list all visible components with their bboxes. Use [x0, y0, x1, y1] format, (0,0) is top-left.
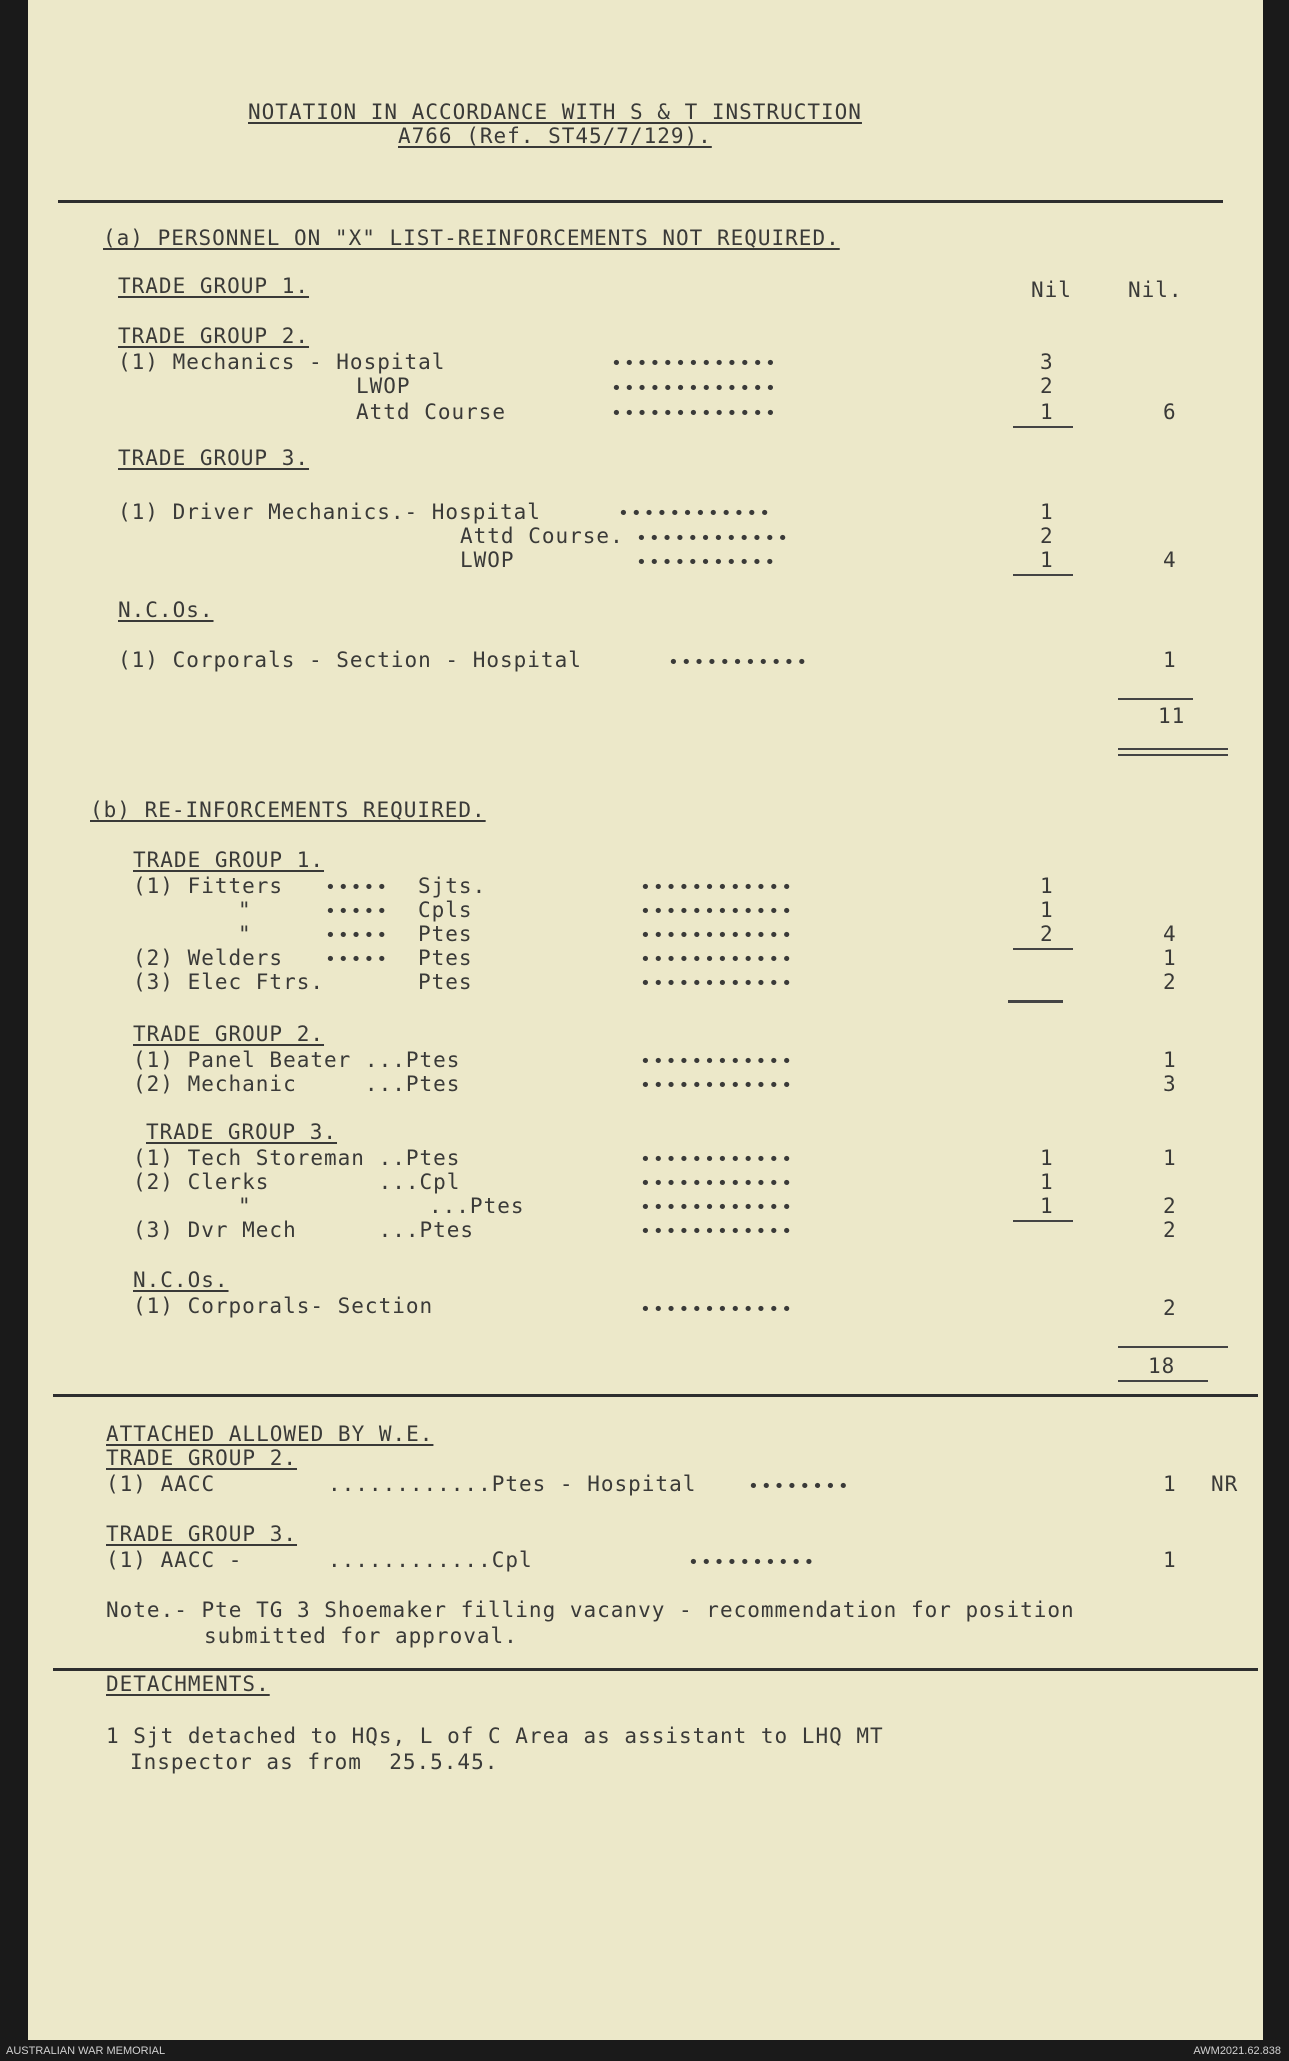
- section-a-tg2: TRADE GROUP 2.: [118, 324, 310, 348]
- attached-tg2-item: (1) AACC: [106, 1472, 216, 1496]
- section-b-tg3: TRADE GROUP 3.: [146, 1120, 338, 1144]
- section-b-tg1-r4-rank: Ptes: [418, 946, 473, 970]
- section-a-grand-total: 11: [1158, 704, 1186, 728]
- leader-dots: ••••••••••••: [618, 503, 773, 524]
- leader-dots: ••••••••••••: [640, 1075, 795, 1096]
- section-b-tg1-r1-rank: Sjts.: [418, 874, 487, 898]
- section-a-tg3-lwop: LWOP: [460, 548, 515, 572]
- attached-tg2: TRADE GROUP 2.: [106, 1446, 298, 1470]
- section-a-tg2-lwop: LWOP: [356, 374, 411, 398]
- section-b-tg1-t1: 4: [1163, 922, 1177, 946]
- leader-dots: •••••••••••••: [611, 378, 778, 399]
- leader-dots: ••••••••••••: [640, 1197, 795, 1218]
- section-b-tg1-t3: 2: [1163, 970, 1177, 994]
- document-page: [28, 0, 1263, 2040]
- section-a-tg3-v3: 1: [1040, 548, 1054, 572]
- section-b-tg3-r2: (2) Clerks ...Cpl: [133, 1170, 461, 1194]
- section-a-nco: N.C.Os.: [118, 598, 214, 622]
- section-b-tg2-t1: 1: [1163, 1048, 1177, 1072]
- attached-tg3-val: 1: [1163, 1548, 1177, 1572]
- section-b-grand-total: 18: [1148, 1354, 1176, 1378]
- section-b-tg3-v3: 1: [1040, 1194, 1054, 1218]
- section-b-tg3-t1: 1: [1163, 1146, 1177, 1170]
- section-a-tg1-col1: Nil: [1031, 278, 1072, 302]
- header-line-2: A766 (Ref. ST45/7/129).: [398, 124, 712, 148]
- section-b-nco: N.C.Os.: [133, 1268, 229, 1292]
- section-b-tg1-r3-rank: Ptes: [418, 922, 473, 946]
- section-b-nco-total: 2: [1163, 1296, 1177, 1320]
- divider: [53, 1394, 1258, 1397]
- header-line-1: NOTATION IN ACCORDANCE WITH S & T INSTRUCTION: [248, 100, 862, 124]
- leader-dots: ••••••••••••: [640, 1173, 795, 1194]
- double-rule-bottom: [1118, 754, 1228, 756]
- attached-tg2-nr: NR: [1211, 1472, 1239, 1496]
- section-a-tg2-item: (1) Mechanics - Hospital: [118, 350, 446, 374]
- section-b-tg3-r3: " ...Ptes: [238, 1194, 525, 1218]
- leader-dots: ••••••••••••: [640, 1051, 795, 1072]
- section-b-tg3-v1: 1: [1040, 1146, 1054, 1170]
- attached-note-1: Note.- Pte TG 3 Shoemaker filling vacanvy - recommendation for position: [106, 1598, 1075, 1622]
- leader-dots: •••••••••••: [636, 552, 778, 573]
- subtotal-rule: [1013, 948, 1073, 950]
- divider: [58, 200, 1223, 203]
- section-a-tg2-v2: 2: [1040, 374, 1054, 398]
- section-a-tg1: TRADE GROUP 1.: [118, 274, 310, 298]
- attached-tg3: TRADE GROUP 3.: [106, 1522, 298, 1546]
- section-b-tg3-t2: 2: [1163, 1194, 1177, 1218]
- attached-title: ATTACHED ALLOWED BY W.E.: [106, 1422, 434, 1446]
- section-b-tg1-r1: (1) Fitters: [133, 874, 284, 898]
- section-a-tg3-total: 4: [1163, 548, 1177, 572]
- footer-credit: AUSTRALIAN WAR MEMORIAL: [6, 2045, 166, 2057]
- total-rule: [1118, 698, 1193, 700]
- attached-tg2-val: 1: [1163, 1472, 1177, 1496]
- section-a-nco-item: (1) Corporals - Section - Hospital: [118, 648, 582, 672]
- attached-note-2: submitted for approval.: [204, 1624, 518, 1648]
- section-a-tg2-course: Attd Course: [356, 400, 507, 424]
- section-b-tg1: TRADE GROUP 1.: [133, 848, 325, 872]
- section-b-tg1-r4: (2) Welders: [133, 946, 284, 970]
- section-a-tg3-item: (1) Driver Mechanics.- Hospital: [118, 500, 541, 524]
- detachments-line-2: Inspector as from 25.5.45.: [130, 1750, 499, 1774]
- leader-dots: ••••••••••: [688, 1552, 817, 1573]
- detachments-line-1: 1 Sjt detached to HQs, L of C Area as assistant to LHQ MT: [106, 1724, 884, 1748]
- leader-dots: ••••••••••••: [640, 1149, 795, 1170]
- section-b-tg3-r1: (1) Tech Storeman ..Ptes: [133, 1146, 461, 1170]
- section-b-tg3-r4: (3) Dvr Mech ...Ptes: [133, 1218, 475, 1242]
- leader-dots: ••••••••••••: [636, 528, 791, 549]
- total-rule: [1118, 1346, 1228, 1348]
- section-b-tg2-r2: (2) Mechanic ...Ptes: [133, 1072, 461, 1096]
- section-b-tg1-r5: (3) Elec Ftrs.: [133, 970, 325, 994]
- section-b-tg2-t2: 3: [1163, 1072, 1177, 1096]
- subtotal-rule: [1013, 1220, 1073, 1222]
- section-a-nco-total: 1: [1163, 648, 1177, 672]
- total-underline: [1118, 1380, 1208, 1382]
- section-b-tg1-v1: 1: [1040, 874, 1054, 898]
- divider: [53, 1668, 1258, 1671]
- attached-tg2-mid: ............Ptes - Hospital: [328, 1472, 697, 1496]
- section-a-tg3-v2: 2: [1040, 524, 1054, 548]
- mark-rule: [1008, 1000, 1063, 1003]
- leader-dots: •••••: [325, 925, 390, 946]
- leader-dots: ••••••••••••: [640, 925, 795, 946]
- section-a-tg3-course: Attd Course.: [460, 524, 624, 548]
- section-b-tg1-v3: 2: [1040, 922, 1054, 946]
- leader-dots: ••••••••: [748, 1476, 851, 1497]
- section-b-tg1-r2: ": [238, 898, 252, 922]
- section-b-tg1-r2-rank: Cpls: [418, 898, 473, 922]
- subtotal-rule: [1013, 426, 1073, 428]
- section-a-tg3-v1: 1: [1040, 500, 1054, 524]
- section-b-tg2: TRADE GROUP 2.: [133, 1022, 325, 1046]
- section-b-tg1-t2: 1: [1163, 946, 1177, 970]
- subtotal-rule: [1013, 574, 1073, 576]
- section-a-tg2-total: 6: [1163, 400, 1177, 424]
- leader-dots: ••••••••••••: [640, 1221, 795, 1242]
- section-b-tg1-v2: 1: [1040, 898, 1054, 922]
- section-b-tg1-r5-rank: Ptes: [418, 970, 473, 994]
- section-b-tg2-r1: (1) Panel Beater ...Ptes: [133, 1048, 461, 1072]
- section-b-tg3-t3: 2: [1163, 1218, 1177, 1242]
- double-rule-top: [1118, 748, 1228, 750]
- section-b-nco-item: (1) Corporals- Section: [133, 1294, 434, 1318]
- section-a-tg2-v3: 1: [1040, 400, 1054, 424]
- section-b-tg3-v2: 1: [1040, 1170, 1054, 1194]
- attached-tg3-mid: ............Cpl: [328, 1548, 533, 1572]
- section-a-tg2-v1: 3: [1040, 350, 1054, 374]
- leader-dots: •••••: [325, 949, 390, 970]
- section-b-title: (b) RE-INFORCEMENTS REQUIRED.: [90, 798, 486, 822]
- section-a-tg1-col2: Nil.: [1128, 278, 1183, 302]
- leader-dots: •••••••••••: [668, 652, 810, 673]
- leader-dots: •••••••••••••: [611, 403, 778, 424]
- leader-dots: ••••••••••••: [640, 949, 795, 970]
- detachments-title: DETACHMENTS.: [106, 1672, 270, 1696]
- section-b-tg1-r3: ": [238, 922, 252, 946]
- leader-dots: ••••••••••••: [640, 973, 795, 994]
- attached-tg3-item: (1) AACC -: [106, 1548, 243, 1572]
- section-a-title: (a) PERSONNEL ON "X" LIST-REINFORCEMENTS NOT REQUIRED.: [103, 226, 840, 250]
- leader-dots: ••••••••••••: [640, 1299, 795, 1320]
- leader-dots: •••••••••••••: [611, 353, 778, 374]
- leader-dots: ••••••••••••: [640, 901, 795, 922]
- leader-dots: •••••: [325, 901, 390, 922]
- leader-dots: •••••: [325, 877, 390, 898]
- section-a-tg3: TRADE GROUP 3.: [118, 446, 310, 470]
- footer-catalogue-id: AWM2021.62.838: [1193, 2045, 1281, 2057]
- leader-dots: ••••••••••••: [640, 877, 795, 898]
